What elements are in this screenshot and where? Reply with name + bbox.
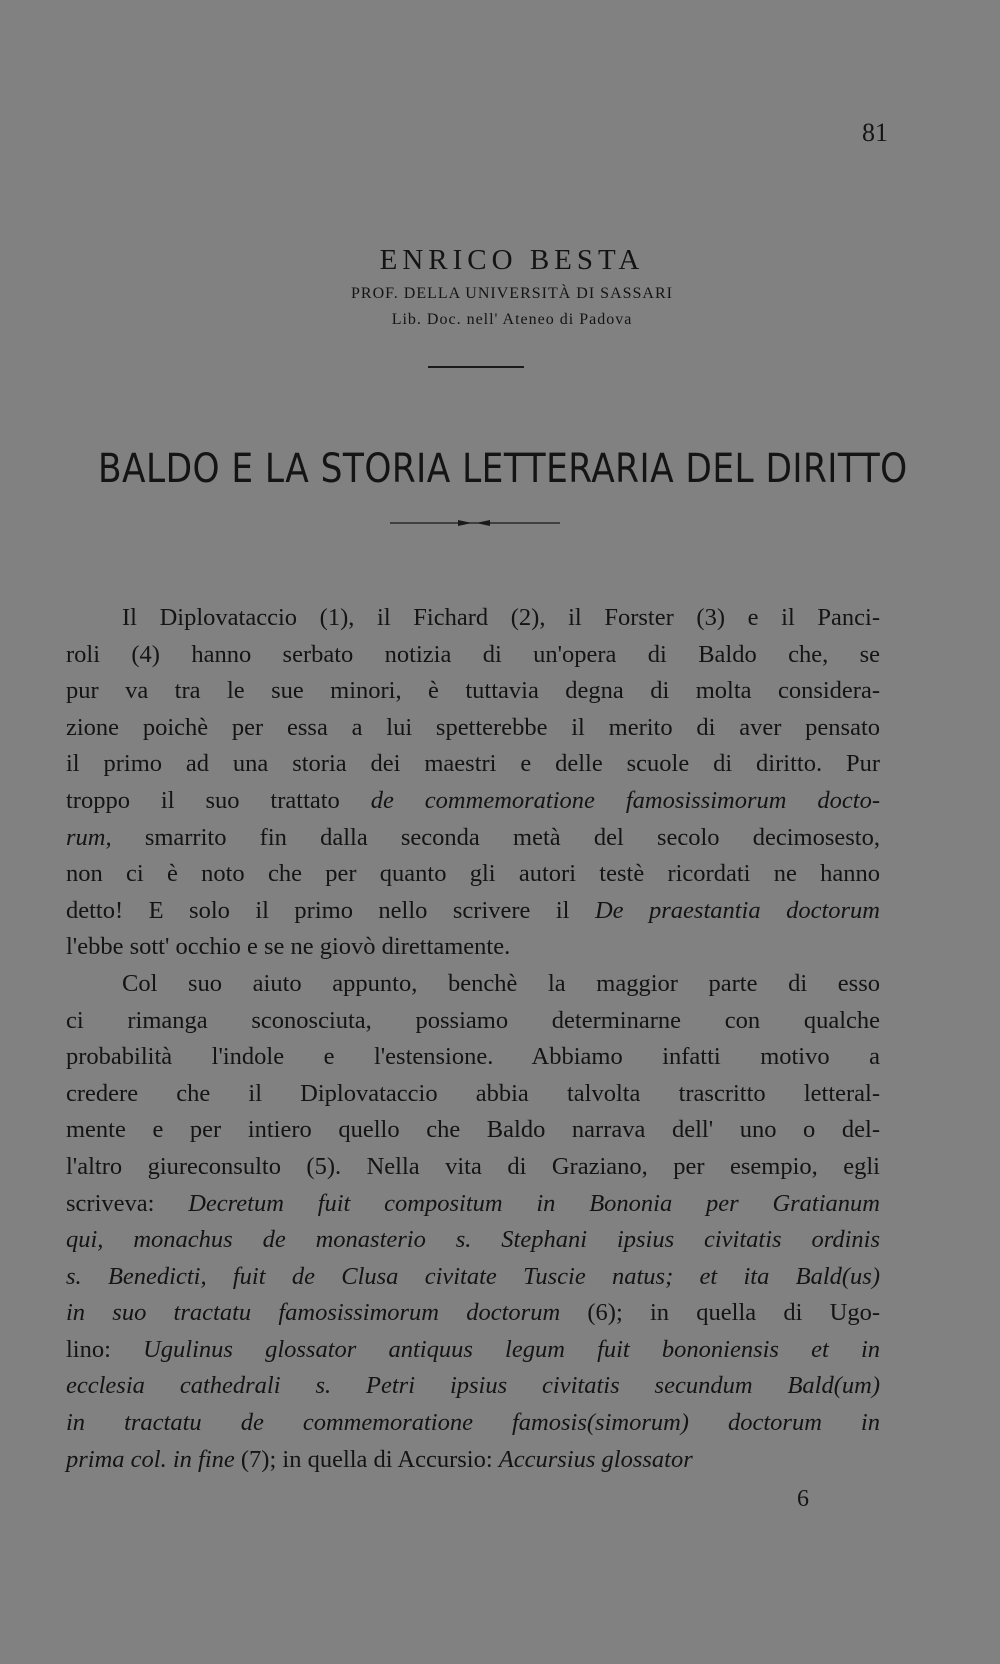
italic-text: prima col. in fine — [66, 1445, 235, 1473]
body-text — [66, 600, 880, 1478]
text-line — [66, 1076, 880, 1113]
italic-text: in tractatu de commemoratione famosis(simorum) doctorum in — [66, 1409, 880, 1437]
italic-text: qui, monachus de monasterio s. Stephani ipsius civitatis ordinis — [66, 1226, 880, 1254]
text-run: credere che il Diplovataccio abbia talvolta trascritto letteral- — [66, 1079, 880, 1107]
text-line — [66, 673, 880, 710]
text-run: il primo ad una storia dei maestri e delle scuole di diritto. Pur — [66, 750, 880, 778]
text-line — [66, 966, 880, 1003]
text-run: smarrito fin dalla seconda metà del secolo decimosesto, — [111, 823, 880, 851]
text-run: (7); in quella di Accursio: — [234, 1445, 499, 1473]
text-line — [66, 637, 880, 674]
author-name: ENRICO BESTA — [379, 244, 645, 276]
text-line — [66, 1295, 880, 1332]
text-run: zione poichè per essa a lui spetterebbe il merito di aver pensato — [66, 713, 880, 741]
text-run: non ci è noto che per quanto gli autori testè ricordati ne hanno — [66, 860, 880, 888]
text-line — [66, 746, 880, 783]
text-line — [66, 1368, 880, 1405]
text-run: detto! E solo il primo nello scrivere il — [66, 896, 595, 924]
text-run: Col suo aiuto appunto, benchè la maggior parte di esso — [122, 969, 880, 997]
text-run: lino: — [66, 1335, 144, 1363]
text-line — [66, 1442, 880, 1479]
author-affiliation-1: PROF. DELLA UNIVERSITÀ DI SASSARI — [351, 285, 673, 302]
text-run: mente e per intiero quello che Baldo narrava dell' uno o del- — [66, 1116, 880, 1144]
text-run: troppo il suo trattato — [66, 786, 371, 814]
text-line — [66, 783, 880, 820]
text-line — [66, 600, 880, 637]
text-line — [66, 710, 880, 747]
italic-text: ecclesia cathedrali s. Petri ipsius civitatis secundum Bald(um) — [66, 1372, 880, 1400]
text-line — [66, 893, 880, 930]
italic-text: Ugulinus glossator antiquus legum fuit bononiensis et in — [143, 1335, 881, 1363]
text-run: (6); in quella di Ugo- — [560, 1299, 880, 1327]
text-line — [66, 1332, 880, 1369]
signature-mark: 6 — [797, 1486, 809, 1512]
text-run: l'altro giureconsulto (5). Nella vita di Graziano, per esempio, egli — [66, 1152, 880, 1180]
text-run: pur va tra le sue minori, è tuttavia degna di molta considera- — [66, 677, 880, 705]
author-affiliation-2: Lib. Doc. nell' Ateneo di Padova — [391, 311, 633, 328]
text-run: ci rimanga sconosciuta, possiamo determinarne con qualche — [66, 1006, 880, 1034]
italic-text: s. Benedicti, fuit de Clusa civitate Tuscie natus; et ita Bald(us) — [66, 1262, 880, 1290]
italic-text: de commemoratione famosissimorum docto- — [370, 786, 881, 814]
text-line — [66, 820, 880, 857]
text-line — [66, 1149, 880, 1186]
text-run: probabilità l'indole e l'estensione. Abbiamo infatti motivo a — [66, 1043, 880, 1071]
italic-text: Decretum fuit compositum in Bononia per Gratianum — [188, 1189, 880, 1217]
ornament-divider — [390, 515, 560, 531]
text-run: roli (4) hanno serbato notizia di un'opera di Baldo che, se — [66, 640, 880, 668]
text-line — [66, 1112, 880, 1149]
text-run: Il Diplovataccio (1), il Fichard (2), il Forster (3) e il Panci- — [122, 604, 880, 631]
text-run: scriveva: — [66, 1189, 189, 1217]
text-line — [66, 1003, 880, 1040]
text-line — [66, 856, 880, 893]
italic-text: De praestantia doctorum — [594, 896, 880, 924]
author-block — [0, 244, 1000, 329]
text-line — [66, 1222, 880, 1259]
italic-text: in suo tractatu famosissimorum doctorum — [66, 1299, 561, 1327]
text-line — [66, 1259, 880, 1296]
article-title: BALDO E LA STORIA LETTERARIA DEL DIRITTO — [98, 446, 908, 492]
text-line — [66, 929, 880, 966]
italic-text: Accursius glossator — [498, 1445, 693, 1473]
divider-rule — [428, 366, 524, 368]
page-number: 81 — [862, 118, 888, 147]
text-line — [66, 1405, 880, 1442]
text-line — [66, 1186, 880, 1223]
italic-text: rum, — [66, 823, 112, 851]
text-run: l'ebbe sott' occhio e se ne giovò direttamente. — [66, 933, 511, 961]
text-line — [66, 1039, 880, 1076]
